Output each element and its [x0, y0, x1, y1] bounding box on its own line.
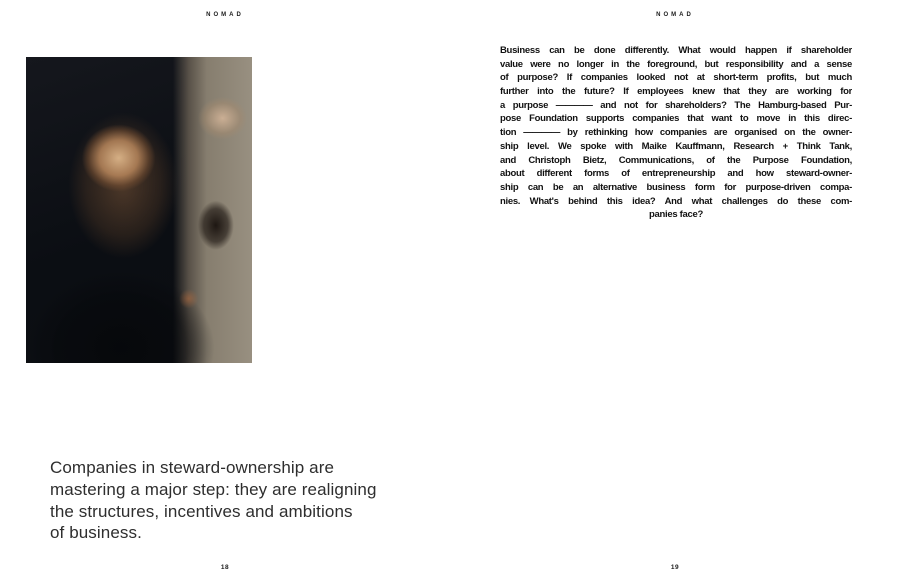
pull-quote — [50, 457, 377, 544]
body-line-last: panies face? — [649, 209, 703, 221]
intro-paragraph — [500, 44, 852, 222]
portrait-photo — [26, 57, 252, 363]
body-line: nies. What's behind this idea? And what challenges do these com- — [500, 195, 852, 207]
pull-quote-line: of business. — [50, 523, 142, 543]
body-line: further into the future? If employees knew that they are working for — [500, 86, 852, 98]
body-line: value were no longer in the foreground, but responsibility and a sense — [500, 58, 852, 70]
running-head-right: NOMAD — [656, 12, 694, 18]
body-line: Business can be done differently. What would happen if shareholder — [500, 45, 852, 56]
body-line: a purpose ———— and not for shareholders? The Hamburg-based Pur- — [500, 99, 852, 111]
body-line: ship level. We spoke with Maike Kauffmann, Research + Think Tank, — [500, 140, 852, 152]
pull-quote-line: the structures, incentives and ambitions — [50, 501, 353, 521]
pull-quote-line: Companies in steward-ownership are — [50, 458, 335, 477]
body-line: tion ———— by rethinking how companies are organised on the owner- — [500, 127, 852, 139]
page-number-left: 18 — [220, 564, 230, 571]
body-line: and Christoph Bietz, Communications, of the Purpose Foundation, — [500, 154, 852, 166]
running-head-left: NOMAD — [206, 12, 244, 18]
pull-quote-line: mastering a major step: they are realigning — [50, 479, 377, 499]
page-number-right: 19 — [670, 564, 680, 571]
body-line: pose Foundation supports companies that want to move in this direc- — [500, 113, 852, 125]
body-line: ship can be an alternative business form for purpose-driven compa- — [500, 181, 852, 193]
body-line: about different forms of entrepreneurship and how steward-owner- — [500, 168, 852, 180]
body-line: of purpose? If companies looked not at short-term profits, but much — [500, 72, 852, 84]
